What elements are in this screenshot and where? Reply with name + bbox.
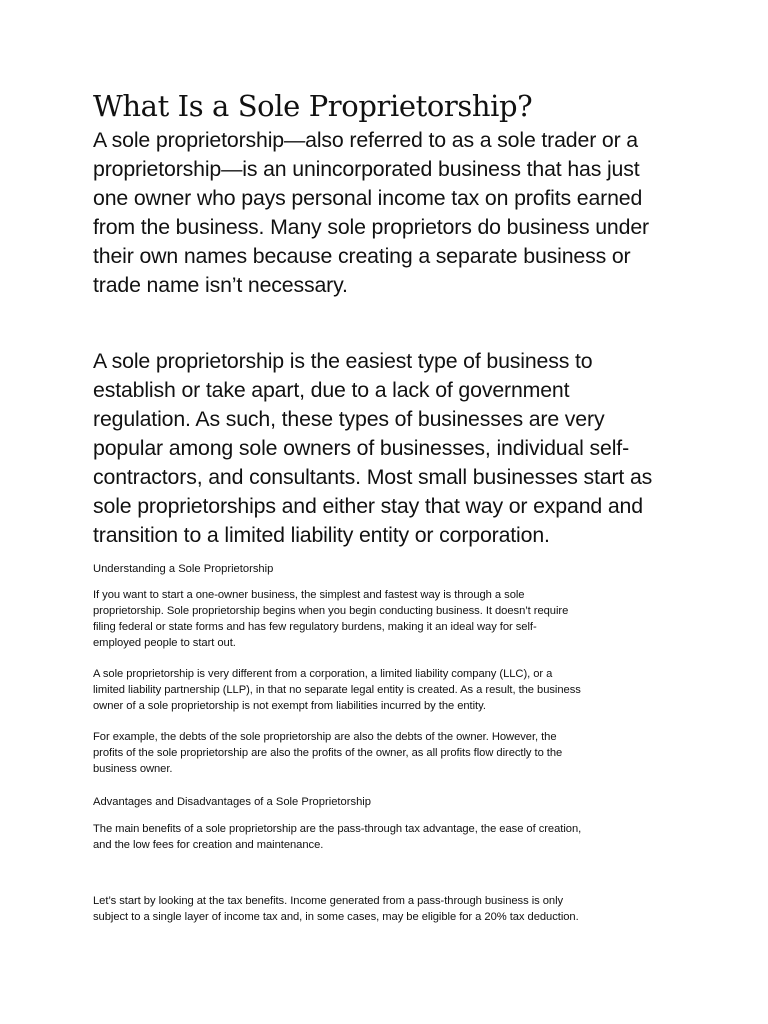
intro-line: proprietorship—is an unincorporated business that has just <box>93 157 640 181</box>
page-title: What Is a Sole Proprietorship? <box>93 89 533 123</box>
body-line: profits of the sole proprietorship are also the profits of the owner, as all profits flow directly to the <box>93 747 563 759</box>
intro-line: from the business. Many sole proprietors do business under <box>93 215 649 239</box>
second-line: establish or take apart, due to a lack of government <box>93 378 570 402</box>
intro-line: A sole proprietorship—also referred to as a sole trader or a <box>93 128 639 152</box>
section-heading-understanding: Understanding a Sole Proprietorship <box>93 563 274 575</box>
body-line: and the low fees for creation and maintenance. <box>93 839 324 851</box>
second-line: sole proprietorships and either stay that way or expand and <box>93 494 643 518</box>
body-line: employed people to start out. <box>93 637 236 649</box>
intro-paragraph <box>93 126 693 300</box>
body-paragraph <box>93 666 683 714</box>
body-line: For example, the debts of the sole proprietorship are also the debts of the owner. However, the <box>93 731 557 743</box>
intro-line: one owner who pays personal income tax on profits earned <box>93 186 643 210</box>
body-paragraph <box>93 821 683 853</box>
body-line: filing federal or state forms and has few regulatory burdens, making it an ideal way for self- <box>93 621 537 633</box>
intro-line: their own names because creating a separate business or <box>93 244 631 268</box>
section-heading-advantages: Advantages and Disadvantages of a Sole Proprietorship <box>93 796 371 808</box>
body-line: limited liability partnership (LLP), in that no separate legal entity is created. As a result, the business <box>93 684 581 696</box>
body-line: owner of a sole proprietorship is not exempt from liabilities incurred by the entity. <box>93 700 486 712</box>
second-paragraph <box>93 347 693 550</box>
body-paragraph <box>93 729 683 777</box>
body-line: If you want to start a one-owner business, the simplest and fastest way is through a sole <box>93 589 525 601</box>
second-line: regulation. As such, these types of businesses are very <box>93 407 605 431</box>
body-line: The main benefits of a sole proprietorship are the pass-through tax advantage, the ease of creation, <box>93 823 582 835</box>
body-paragraph <box>93 587 683 651</box>
body-line: Let’s start by looking at the tax benefits. Income generated from a pass-through business is only <box>93 895 564 907</box>
body-paragraph <box>93 893 683 925</box>
body-line: business owner. <box>93 763 173 775</box>
intro-line: trade name isn’t necessary. <box>93 273 348 297</box>
body-line: subject to a single layer of income tax and, in some cases, may be eligible for a 20% tax deduction. <box>93 911 579 923</box>
second-line: A sole proprietorship is the easiest type of business to <box>93 349 593 373</box>
body-line: A sole proprietorship is very different from a corporation, a limited liability company (LLC), or a <box>93 668 553 680</box>
body-line: proprietorship. Sole proprietorship begins when you begin conducting business. It doesn’t require <box>93 605 569 617</box>
second-line: popular among sole owners of businesses, individual self- <box>93 436 630 460</box>
second-line: contractors, and consultants. Most small businesses start as <box>93 465 653 489</box>
second-line: transition to a limited liability entity or corporation. <box>93 523 550 547</box>
